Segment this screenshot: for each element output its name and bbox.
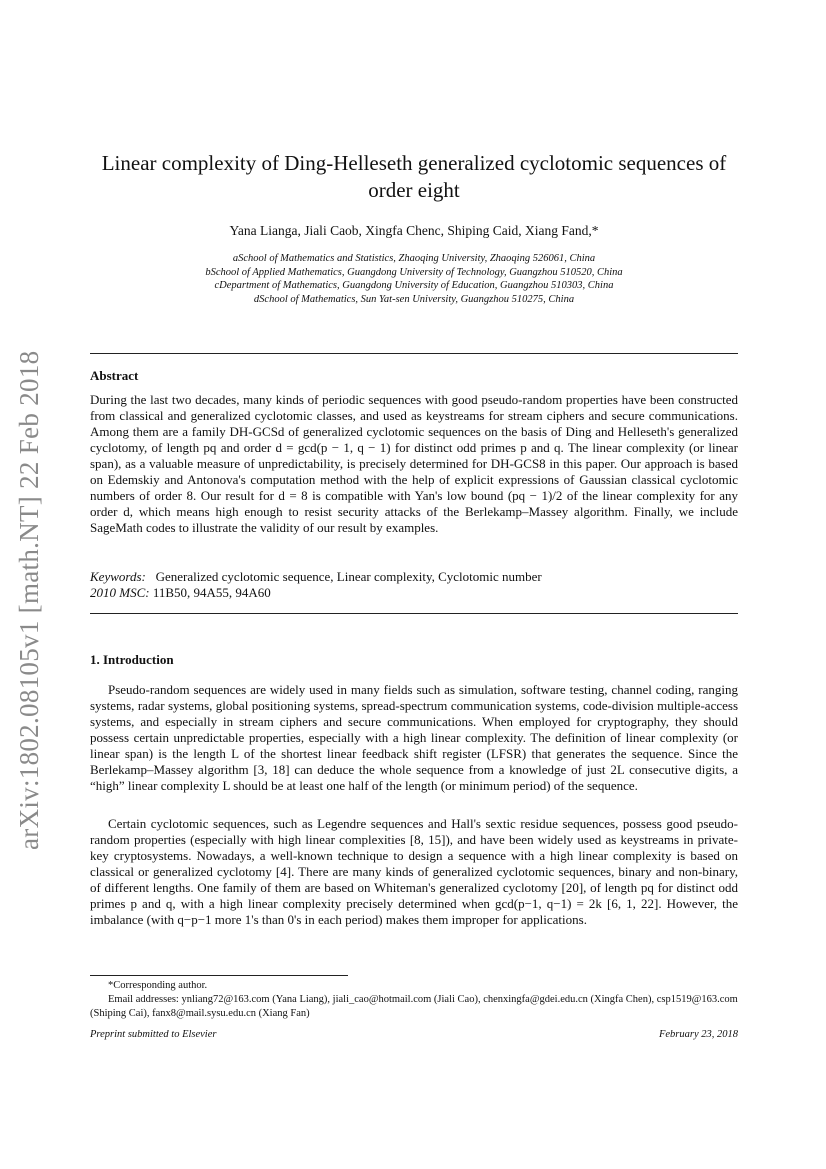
affiliation-a: aSchool of Mathematics and Statistics, Zhaoqing University, Zhaoqing 526061, China: [232, 253, 596, 264]
footnote-rule: [90, 975, 348, 976]
keywords-label: Keywords:: [90, 569, 146, 584]
msc-line: [90, 585, 738, 601]
affiliations: [90, 252, 738, 306]
abstract-text: During the last two decades, many kinds of periodic sequences with good pseudo-random properties have been constructed from classical and generalized cyclotomic classes, and used as keystreams for stream ciphers and secure communications. Among them are a family DH-GCSd of generalized cyclotomic sequences on the basis of Ding and Helleseth's generalized cyclotomy, of length pq and order d = gcd(p − 1, q − 1) for distinct odd primes p and q. The linear complexity (or linear span), as a valuable measure of unpredictability, is precisely determined for DH-GCS8 in this paper. Our approach is based on Edemskiy and Antonova's computation method with the help of explicit expressions of Gaussian classical cyclotomic numbers of order 8. Our result for d = 8 is compatible with Yan's low bound (pq − 1)/2 of the linear complexity for any order d, which means high enough to resist security attacks of the Berlekamp–Massey algorithm. Finally, we include SageMath codes to illustrate the validity of our result by examples.: [90, 392, 738, 535]
author-list: Yana Lianga, Jiali Caob, Xingfa Chenc, Shiping Caid, Xiang Fand,*: [229, 223, 599, 238]
page-footer: [90, 1029, 738, 1040]
top-rule: [90, 353, 738, 354]
affiliation-d: dSchool of Mathematics, Sun Yat-sen University, Guangzhou 510275, China: [253, 293, 575, 305]
abstract-heading: Abstract: [90, 368, 139, 383]
section-heading: 1. Introduction: [90, 652, 174, 667]
affiliation-b: bSchool of Applied Mathematics, Guangdong University of Technology, Guangzhou 510520, China: [205, 266, 623, 278]
affiliation-c: cDepartment of Mathematics, Guangdong University of Education, Guangzhou 510303, China: [214, 280, 614, 291]
footer-date: February 23, 2018: [658, 1029, 738, 1040]
paper-title: Linear complexity of Ding-Helleseth generalized cyclotomic sequences of order eight: [101, 151, 727, 202]
footnote-emails: Email addresses: ynliang72@163.com (Yana Liang), jiali_cao@hotmail.com (Jiali Cao), chenxingfa@gdei.edu.cn (Xingfa Chen), csp1519@163.com (Shiping Cai), fanx8@mail.sysu.edu.cn (Xiang Fan): [90, 994, 738, 1019]
msc-value: 11B50, 94A55, 94A60: [152, 585, 271, 600]
arxiv-identifier: arXiv:1802.08105v1 [math.NT] 22 Feb 2018: [14, 350, 44, 850]
keywords-line: [90, 569, 738, 585]
keywords-value: Generalized cyclotomic sequence, Linear complexity, Cyclotomic number: [155, 569, 542, 584]
intro-paragraph-2: Certain cyclotomic sequences, such as Legendre sequences and Hall's sextic residue sequences, possess good pseudo-random properties (especially with high linear complexities [8, 15]), and have been widely used as keystreams in private-key cryptosystems. Nowadays, a well-known technique to design a sequence with a high linear complexity is based on classical or generalized cyclotomy [4]. There are many kinds of generalized cyclotomic sequences, binary and non-binary, of different lengths. One family of them are based on Whiteman's generalized cyclotomy [20], of length pq for distinct odd primes p and q, with a high linear complexity precisely determined when gcd(p−1, q−1) = 2k [6, 1, 22]. However, the imbalance (with q−p−1 more 1's than 0's in each period) makes them improper for applications.: [90, 816, 738, 927]
intro-paragraph-1: Pseudo-random sequences are widely used in many fields such as simulation, software testing, channel coding, ranging systems, radar systems, global positioning systems, spread-spectrum communication systems, code-division multiple-access systems, and especially in stream ciphers and secure communications. When employed for cryptography, they should possess certain unpredictable properties, especially with a high linear complexity. The definition of linear complexity (or linear span) is the length L of the shortest linear feedback shift register (LFSR) that generates the sequence. Since the Berlekamp–Massey algorithm [3, 18] can deduce the whole sequence from a knowledge of just 2L consecutive digits, a “high” linear complexity L should be at least one half of the length (or minimum period) of the sequence.: [90, 682, 738, 793]
bottom-rule: [90, 613, 738, 614]
footnote-corresponding: *Corresponding author.: [108, 980, 208, 991]
msc-label: 2010 MSC:: [90, 585, 150, 600]
footer-preprint: Preprint submitted to Elsevier: [90, 1029, 217, 1040]
